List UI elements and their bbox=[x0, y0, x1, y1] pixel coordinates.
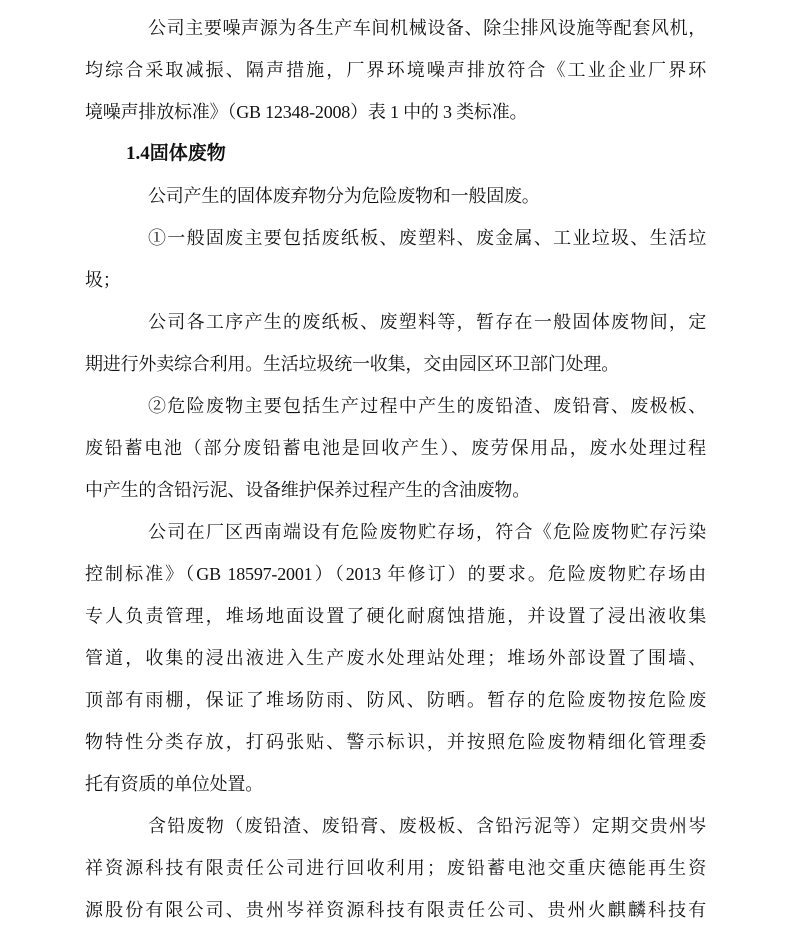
text-line: 物特性分类存放，打码张贴、警示标识，并按照危险废物精细化管理委 bbox=[85, 732, 706, 752]
paragraph bbox=[85, 7, 706, 133]
text-line: 控制标准》（GB 18597-2001）（2013 年修订）的要求。危险废物贮存场由 bbox=[85, 564, 706, 584]
paragraph bbox=[85, 175, 706, 217]
text-line: 均综合采取减振、隔声措施，厂界环境噪声排放符合《工业企业厂界环 bbox=[85, 60, 706, 80]
text-line: 管道，收集的浸出液进入生产废水处理站处理；堆场外部设置了围墙、 bbox=[85, 648, 706, 668]
text-line: 公司产生的固体废弃物分为危险废物和一般固废。 bbox=[148, 186, 540, 206]
paragraph bbox=[85, 511, 706, 805]
paragraph bbox=[85, 385, 706, 511]
text-line: 顶部有雨棚，保证了堆场防雨、防风、防晒。暂存的危险废物按危险废 bbox=[85, 690, 706, 710]
text-line: 公司主要噪声源为各生产车间机械设备、除尘排风设施等配套风机， bbox=[148, 18, 706, 38]
text-line: 废铅蓄电池（部分废铅蓄电池是回收产生）、废劳保用品，废水处理过程 bbox=[85, 438, 706, 458]
text-line: 源股份有限公司、贵州岑祥资源科技有限责任公司、贵州火麒麟科技有 bbox=[85, 900, 706, 920]
text-line: 圾； bbox=[85, 270, 121, 290]
paragraph bbox=[85, 805, 706, 931]
text-line: 公司在厂区西南端设有危险废物贮存场，符合《危险废物贮存污染 bbox=[148, 522, 706, 542]
text-line: 托有资质的单位处置。 bbox=[85, 774, 263, 794]
text-line: 期进行外卖综合利用。生活垃圾统一收集，交由园区环卫部门处理。 bbox=[85, 354, 619, 374]
paragraph bbox=[85, 217, 706, 301]
paragraph bbox=[85, 301, 706, 385]
text-line: ①一般固废主要包括废纸板、废塑料、废金属、工业垃圾、生活垃 bbox=[148, 228, 706, 248]
text-line: 祥资源科技有限责任公司进行回收利用；废铅蓄电池交重庆德能再生资 bbox=[85, 858, 706, 878]
section-heading: 1.4固体废物 bbox=[126, 143, 226, 164]
text-line: 专人负责管理，堆场地面设置了硬化耐腐蚀措施，并设置了浸出液收集 bbox=[85, 606, 706, 626]
text-line: ②危险废物主要包括生产过程中产生的废铅渣、废铅膏、废极板、 bbox=[148, 396, 706, 416]
text-line: 境噪声排放标准》（GB 12348-2008）表 1 中的 3 类标准。 bbox=[85, 102, 528, 122]
text-line: 中产生的含铅污泥、设备维护保养过程产生的含油废物。 bbox=[85, 480, 530, 500]
text-line: 含铅废物（废铅渣、废铅膏、废极板、含铅污泥等）定期交贵州岑 bbox=[148, 816, 706, 836]
text-line: 公司各工序产生的废纸板、废塑料等，暂存在一般固体废物间，定 bbox=[148, 312, 706, 332]
